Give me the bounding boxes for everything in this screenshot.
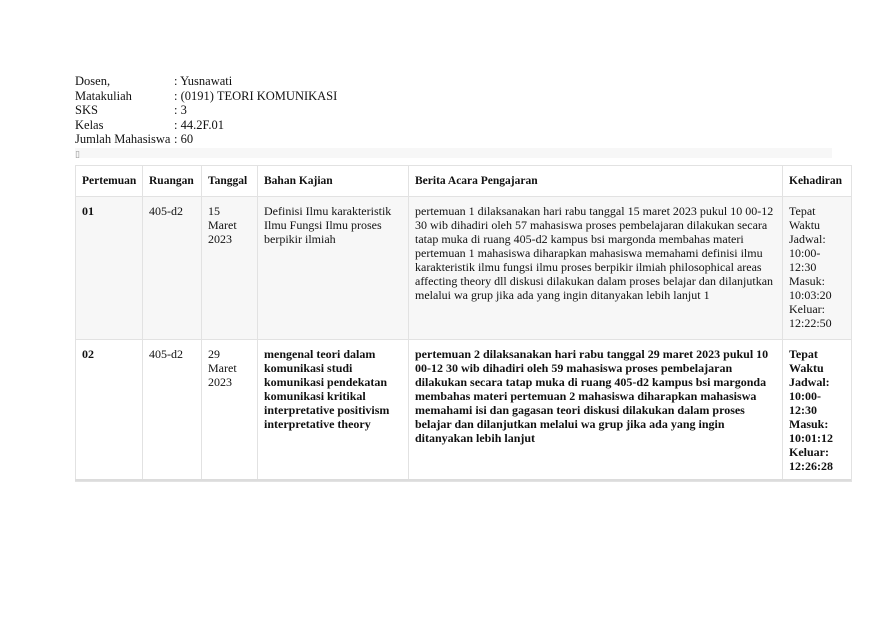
dosen-label: Dosen, <box>75 74 111 88</box>
sks-row <box>75 103 337 118</box>
col-header-berita-acara: Berita Acara Pengajaran <box>409 166 783 197</box>
col-header-pertemuan: Pertemuan <box>76 166 143 197</box>
cell-kehadiran: Tepat Waktu Jadwal: 10:00-12:30 Masuk: 10:03:20 Keluar: 12:22:50 <box>783 197 852 340</box>
matakuliah-label: Matakuliah <box>75 88 132 103</box>
dosen-row <box>75 74 337 89</box>
cell-kehadiran: Tepat Waktu Jadwal: 10:00-12:30 Masuk: 10:01:12 Keluar: 12:26:28 <box>783 340 852 482</box>
cell-pertemuan: 01 <box>76 197 143 340</box>
table-bottom-rule <box>75 479 851 481</box>
matakuliah-value: : (0191) TEORI KOMUNIKASI <box>174 88 338 103</box>
col-header-bahan-kajian: Bahan Kajian <box>258 166 409 197</box>
cell-tanggal: 15 Maret 2023 <box>202 197 258 340</box>
jumlah-mahasiswa-label: Jumlah Mahasiswa <box>75 132 171 146</box>
kelas-row <box>75 118 337 133</box>
placeholder-glyph-icon: ▯ <box>75 149 80 159</box>
cell-bahan-kajian: mengenal teori dalam komunikasi studi komunikasi pendekatan komunikasi kritikal interpretative positivism interpretative theory <box>258 340 409 482</box>
table-row <box>76 340 852 482</box>
col-header-ruangan: Ruangan <box>143 166 202 197</box>
cell-ruangan: 405-d2 <box>143 340 202 482</box>
course-info-header <box>75 74 337 147</box>
cell-ruangan: 405-d2 <box>143 197 202 340</box>
cell-bahan-kajian: Definisi Ilmu karakteristik Ilmu Fungsi Ilmu proses berpikir ilmiah <box>258 197 409 340</box>
header-divider-band <box>75 148 832 158</box>
dosen-value: : Yusnawati <box>174 74 233 88</box>
sks-value: : 3 <box>174 103 187 117</box>
lecture-log-table <box>75 165 852 482</box>
cell-tanggal: 29 Maret 2023 <box>202 340 258 482</box>
kelas-label: Kelas <box>75 117 104 132</box>
jumlah-mahasiswa-row <box>75 132 337 147</box>
table-header-row <box>76 166 852 197</box>
cell-pertemuan: 02 <box>76 340 143 482</box>
jumlah-mahasiswa-value: : 60 <box>174 132 194 146</box>
matakuliah-row <box>75 89 337 104</box>
cell-berita-acara: pertemuan 2 dilaksanakan hari rabu tanggal 29 maret 2023 pukul 10 00-12 30 wib dihadiri oleh 59 mahasiswa proses pembelajaran dilakukan secara tatap muka di ruang 405-d2 kampus bsi margonda membahas materi pertemuan 2 mahasiswa diharapkan mahasiswa memahami isi dan gagasan teori diskusi dilakukan dalam proses belajar dan dilanjutkan melalui wa grup jika ada yang ingin ditanyakan lebih lanjut <box>409 340 783 482</box>
col-header-kehadiran: Kehadiran <box>783 166 852 197</box>
sks-label: SKS <box>75 103 98 117</box>
table-row <box>76 197 852 340</box>
col-header-tanggal: Tanggal <box>202 166 258 197</box>
kelas-value: : 44.2F.01 <box>174 117 225 132</box>
cell-berita-acara: pertemuan 1 dilaksanakan hari rabu tanggal 15 maret 2023 pukul 10 00-12 30 wib dihadiri oleh 57 mahasiswa proses pembelajaran dilakukan secara tatap muka di ruang 405-d2 kampus bsi margonda membahas materi pertemuan 1 mahasiswa diharapkan mahasiswa memahami definisi ilmu karakteristik ilmu fungsi ilmu proses berpikir ilmiah philosophical areas affecting theory dll diskusi dilakukan dalam proses belajar dan dilanjutkan melalui wa grup jika ada yang ingin ditanyakan lebih lanjut 1 <box>409 197 783 340</box>
